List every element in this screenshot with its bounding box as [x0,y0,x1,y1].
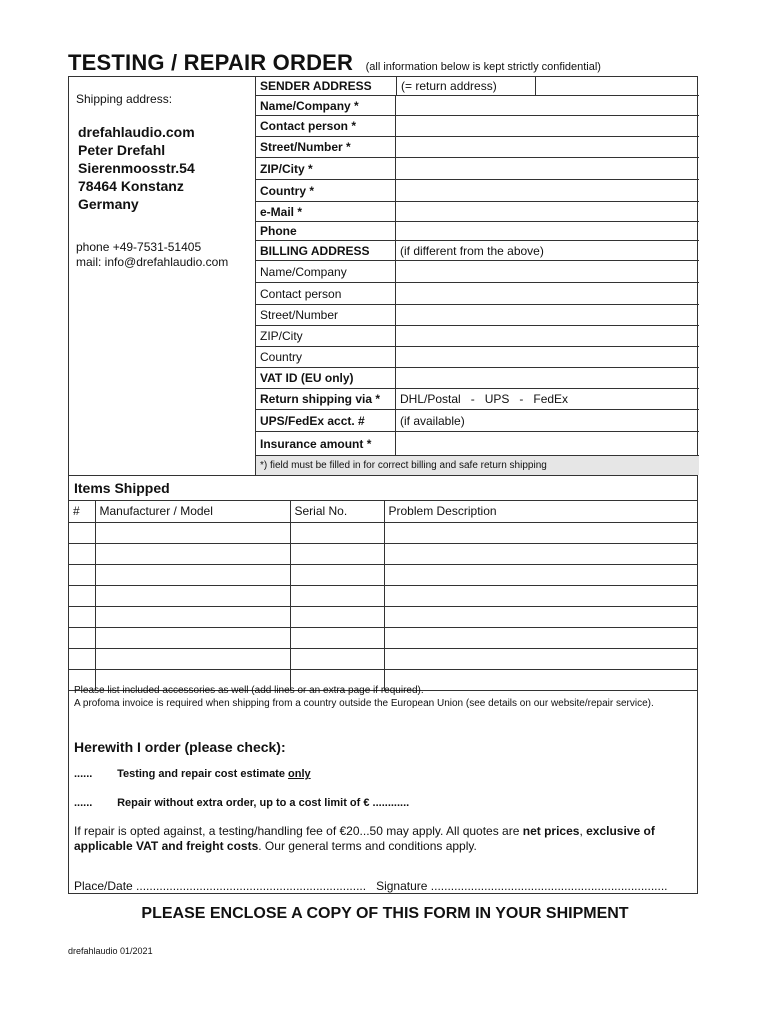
billing-contact-person-input[interactable] [396,283,699,304]
title-row [68,50,601,76]
item-serial-cell[interactable] [290,564,384,585]
field-label: ZIP/City [256,326,396,346]
field-label: Country * [256,180,396,201]
items-shipped-heading: Items Shipped [69,475,698,501]
column-header: Problem Description [384,501,698,522]
option-cost-estimate[interactable] [74,768,311,780]
item-serial-cell[interactable] [290,648,384,669]
acct-label: UPS/FedEx acct. # [256,410,396,431]
item-problem-cell[interactable] [384,606,698,627]
shipping-address-label: Shipping address: [76,92,173,106]
contact-person-input[interactable] [396,116,699,136]
address-line: drefahlaudio.com [78,124,195,140]
item-serial-cell[interactable] [290,522,384,543]
billing-zip-city-input[interactable] [396,326,699,346]
field-label: Phone [256,222,396,240]
confidential-note: (all information below is kept strictly confidential) [365,61,601,73]
option-label: Testing and repair cost estimate [117,768,289,780]
field-label: Name/Company * [256,96,396,115]
item-problem-cell[interactable] [384,648,698,669]
sender-header-row [256,77,699,95]
field-label: Contact person * [256,116,396,136]
sender-field-row [256,222,699,241]
place-date-field[interactable]: Place/Date ..................................................................... [74,879,367,893]
column-header: # [69,501,95,522]
item-number-cell[interactable] [69,564,95,585]
table-row [69,585,698,606]
address-line: Sierenmoosstr.54 [78,160,195,176]
accessories-note: Please list included accessories as well (add lines or an extra page if required). [74,685,424,696]
field-label: ZIP/City * [256,158,396,179]
vat-input[interactable] [396,368,699,388]
item-model-cell[interactable] [95,648,290,669]
email-input[interactable] [396,202,699,221]
fee-text-bold: exclusive of applicable VAT and freight costs [74,824,655,853]
item-serial-cell[interactable] [290,585,384,606]
billing-field-row [256,261,699,283]
insurance-label: Insurance amount * [256,432,396,455]
country-input[interactable] [396,180,699,201]
column-header: Manufacturer / Model [95,501,290,522]
item-number-cell[interactable] [69,648,95,669]
signature-line [74,879,668,893]
return-shipping-row [256,389,699,410]
table-row [69,543,698,564]
page-title: TESTING / REPAIR ORDER [68,50,354,75]
required-fields-note: *) field must be filled in for correct billing and safe return shipping [256,455,699,475]
sender-field-row [256,158,699,180]
item-problem-cell[interactable] [384,543,698,564]
table-row [69,648,698,669]
field-label: Name/Company [256,261,396,282]
item-serial-cell[interactable] [290,543,384,564]
field-label: e-Mail * [256,202,396,221]
insurance-input[interactable] [396,432,699,455]
items-table [69,501,698,691]
items-header-row [69,501,698,522]
option-repair-cost-limit[interactable] [74,797,409,809]
item-serial-cell[interactable] [290,627,384,648]
item-number-cell[interactable] [69,585,95,606]
column-header: Serial No. [290,501,384,522]
sender-field-row [256,137,699,158]
shipping-address-block [69,77,255,475]
billing-header-note: (if different from the above) [400,243,544,258]
phone-text: phone +49-7531-51405 [76,240,202,254]
item-problem-cell[interactable] [384,522,698,543]
item-problem-cell[interactable] [384,627,698,648]
fee-text-part: . Our general terms and conditions apply. [258,839,477,853]
field-label: Street/Number * [256,137,396,157]
item-number-cell[interactable] [69,627,95,648]
sender-field-row [256,95,699,116]
item-serial-cell[interactable] [290,606,384,627]
sender-field-row [256,202,699,222]
shipping-address [78,123,195,213]
item-model-cell[interactable] [95,522,290,543]
item-number-cell[interactable] [69,606,95,627]
signature-field[interactable]: Signature ....................................................................... [376,879,668,893]
table-row [69,606,698,627]
sender-field-row [256,180,699,202]
item-number-cell[interactable] [69,522,95,543]
items-note [74,684,689,710]
item-number-cell[interactable] [69,543,95,564]
field-label: Contact person [256,283,396,304]
mail-text: mail: info@drefahlaudio.com [76,255,229,269]
option-label: Repair without extra order, up to a cost limit of € ............ [117,797,410,809]
street-number-input[interactable] [396,137,699,157]
checkbox-dots[interactable]: ...... [74,768,93,780]
address-line: Germany [78,196,139,212]
address-line: Peter Drefahl [78,142,166,158]
phone-input[interactable] [396,222,699,240]
item-model-cell[interactable] [95,585,290,606]
order-form [68,76,698,894]
return-shipping-label: Return shipping via * [256,389,396,409]
option-emphasis: only [288,768,311,780]
item-model-cell[interactable] [95,606,290,627]
sender-field-row [256,116,699,137]
billing-field-row [256,347,699,368]
address-grid [255,77,698,475]
footer-version: drefahlaudio 01/2021 [68,946,153,956]
item-model-cell[interactable] [95,543,290,564]
billing-field-row [256,305,699,326]
address-line: 78464 Konstanz [78,178,184,194]
item-problem-cell[interactable] [384,585,698,606]
vat-label: VAT ID (EU only) [256,368,396,388]
shipping-contact [76,240,228,270]
billing-field-row [256,283,699,305]
billing-header: BILLING ADDRESS [256,241,396,260]
checkbox-dots[interactable]: ...... [74,797,93,809]
billing-field-row [256,326,699,347]
item-model-cell[interactable] [95,627,290,648]
fee-text-part: , [579,824,587,838]
name-company-input[interactable] [396,96,699,115]
acct-row [256,410,699,432]
fee-text-part: If repair is opted against, a testing/handling fee of €20...50 may apply. All quotes are [74,824,523,838]
table-row [69,522,698,543]
vat-row [256,368,699,389]
billing-country-input[interactable] [396,347,699,367]
field-label: Country [256,347,396,367]
sender-header-note: (= return address) [396,77,536,95]
item-problem-cell[interactable] [384,564,698,585]
billing-header-row [256,241,699,261]
billing-name-company-input[interactable] [396,261,699,282]
zip-city-input[interactable] [396,158,699,179]
table-row [69,564,698,585]
table-row [69,627,698,648]
enclose-notice: PLEASE ENCLOSE A COPY OF THIS FORM IN YOUR SHIPMENT [141,905,629,922]
field-label: Street/Number [256,305,396,325]
acct-input[interactable]: (if available) [400,413,465,428]
proforma-note: A profoma invoice is required when shipping from a country outside the European Union (see details on our website/repair service). [74,698,654,709]
fee-text-bold: net prices [522,824,580,838]
fee-terms [74,824,694,854]
sender-header: SENDER ADDRESS [260,79,372,93]
billing-street-number-input[interactable] [396,305,699,325]
insurance-row [256,432,699,455]
return-shipping-options[interactable]: DHL/Postal - UPS - FedEx [400,392,569,406]
order-heading: Herewith I order (please check): [74,739,286,755]
item-model-cell[interactable] [95,564,290,585]
